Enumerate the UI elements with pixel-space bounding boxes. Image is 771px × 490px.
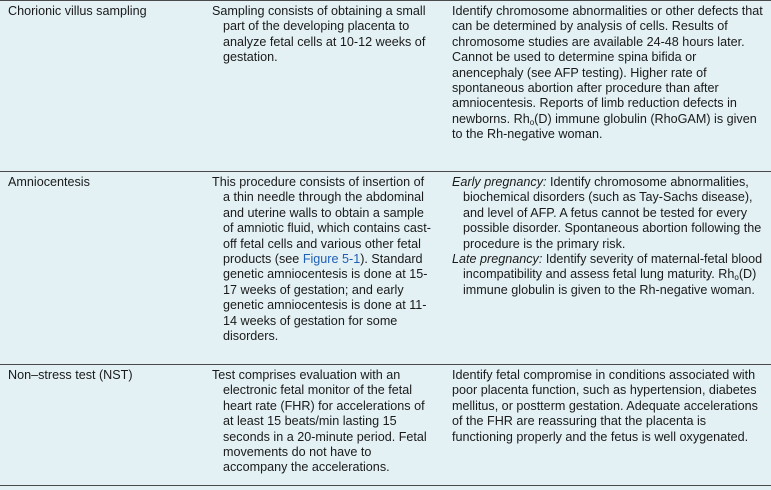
table-row [0,365,771,486]
early-pregnancy-paragraph [452,175,765,252]
purpose-text: Identify chromosome abnormalities or other defects that can be determined by analysis of cells. Results of chromosome studies are available 24-48 hours later. Cannot be used to determine spina bifida or anencephaly (see AFP testing). Higher rate of spontaneous abortion after procedure than after amniocentesis. Reports of limb reduction defects in newborns. Rh [452,4,763,126]
early-pregnancy-text: Identify chromosome abnormalities, biochemical disorders (such as Tay-Sachs disease), and level of AFP. A fetus cannot be tested for every possible disorder. Spontaneous abortion following the procedure is the primary risk. [463,175,762,251]
method-text [212,175,434,344]
early-pregnancy-label: Early pregnancy: [452,175,547,189]
table-row [0,172,771,365]
test-purpose [446,172,771,365]
subscript: o [529,117,535,127]
late-pregnancy-text-cont: (D) immune globulin is given to the Rh-negative woman. [463,267,757,297]
method-text: Test comprises evaluation with an electronic fetal monitor of the fetal heart rate (FHR) for accelerations of at least 15 beats/min lasting 15 seconds in a 20-minute period. Fetal movements do not have to accompany the accelerations. [212,368,427,475]
figure-link[interactable]: Figure 5-1 [302,252,361,267]
test-method [200,172,446,365]
table-row [0,1,771,172]
late-pregnancy-label: Late pregnancy: [452,252,543,267]
subscript: o [734,273,739,283]
method-text-a: This procedure consists of insertion of a thin needle through the abdominal and uterine walls to obtain a sample of amniotic fluid, which contains cast-off fetal cells and various other fetal products (see [212,175,431,267]
late-pregnancy-text: Identify severity of maternal-fetal blood incompatibility and assess fetal lung maturity. Rh [463,252,763,282]
test-purpose [446,365,771,486]
method-text: Sampling consists of obtaining a small part of the developing placenta to analyze fetal cells at 10-12 weeks of gestation. [212,4,426,65]
late-pregnancy-paragraph [452,252,765,298]
test-name: Chorionic villus sampling [0,1,200,172]
test-method [200,365,446,486]
test-purpose [446,1,771,172]
purpose-text: Identify fetal compromise in conditions associated with poor placenta function, such as hypertension, diabetes mellitus, or postterm gestation. Adequate accelerations of the FHR are reassuring that the placenta is functioning properly and the fetus is well oxygenated. [452,368,758,444]
test-method [200,1,446,172]
method-text-b: ). Standard genetic amniocentesis is done at 15-17 weeks of gestation; and early genetic amniocentesis is done at 11-14 weeks of gestation for some disorders. [223,252,428,344]
purpose-text-cont: (D) immune globulin (RhoGAM) is given to the Rh-negative woman. [452,111,757,142]
test-name: Amniocentesis [0,172,200,365]
test-name: Non–stress test (NST) [0,365,200,486]
